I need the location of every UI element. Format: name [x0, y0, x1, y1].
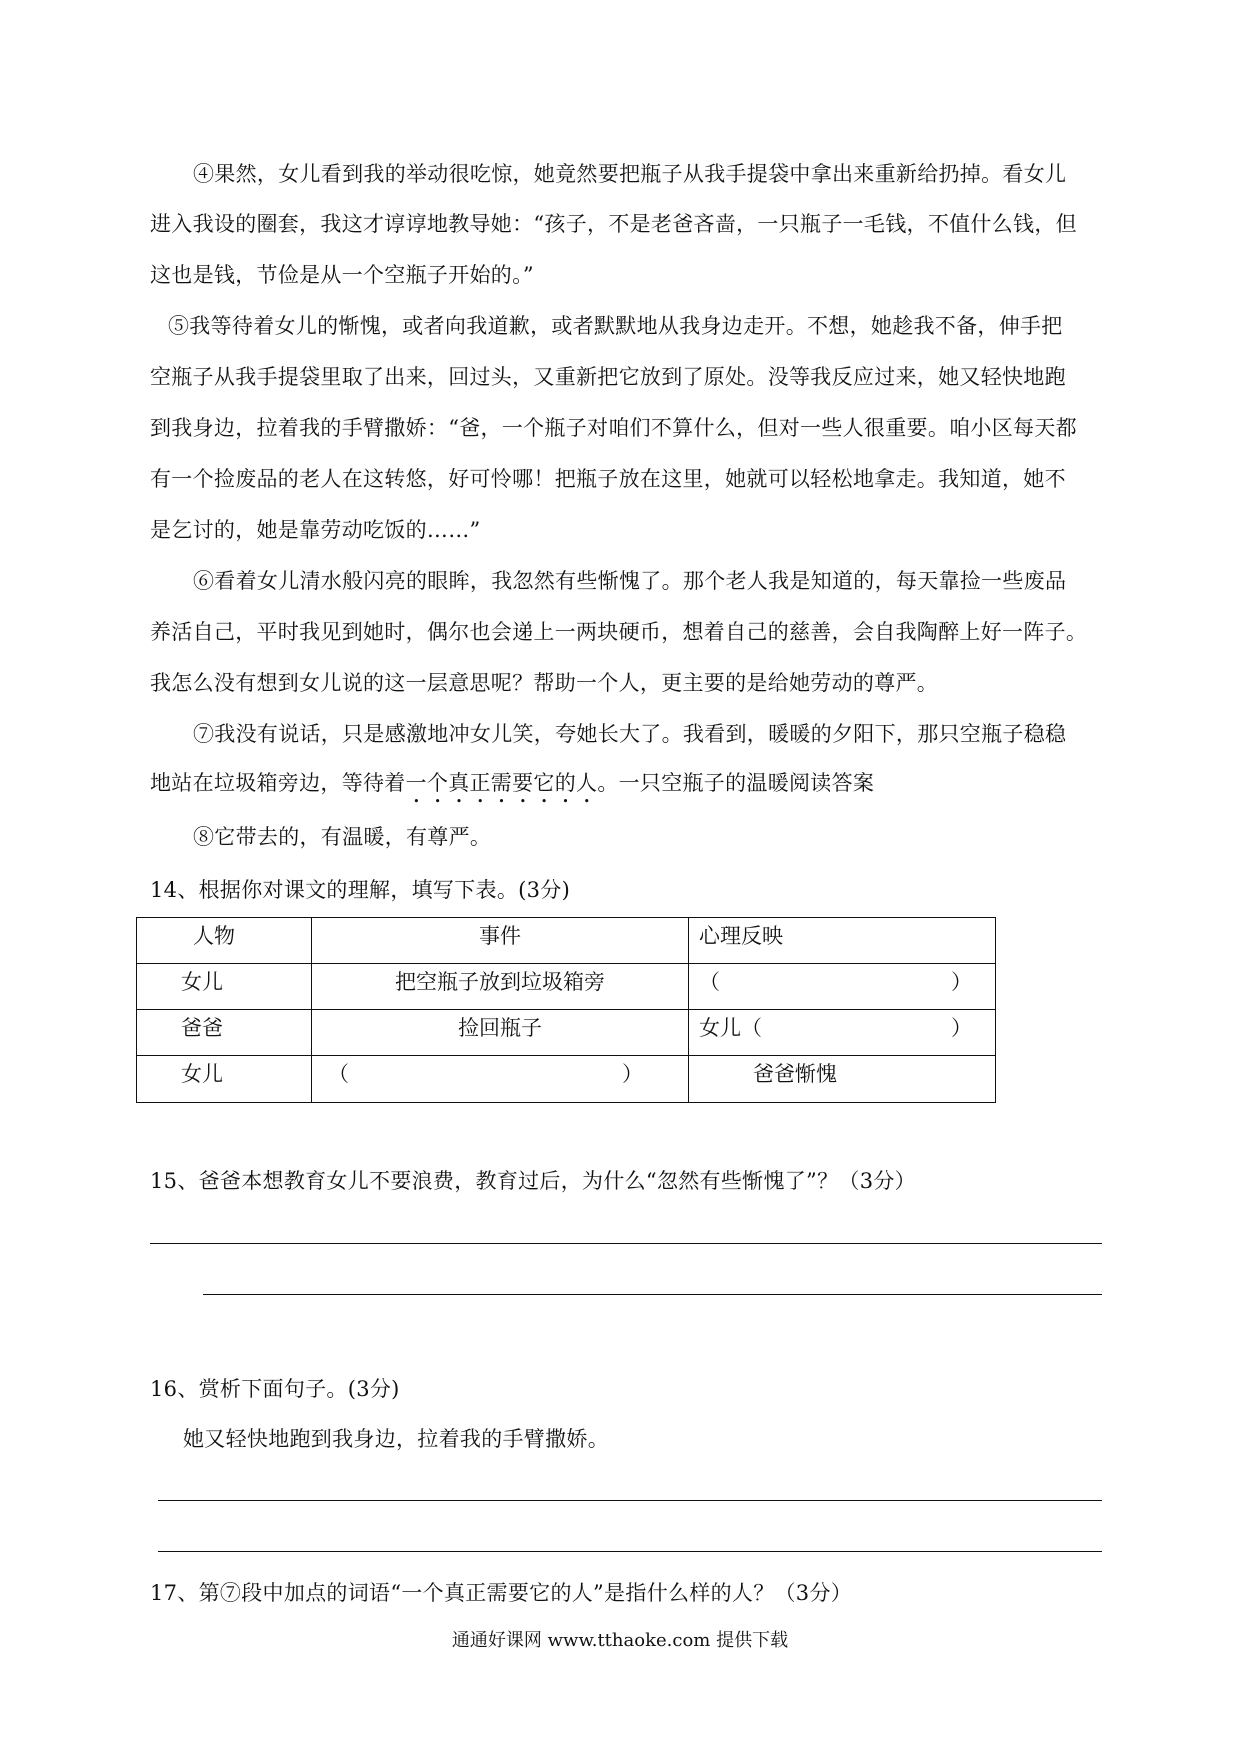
- paragraph-4-line-1: ④果然，女儿看到我的举动很吃惊，她竟然要把瓶子从我手提袋中拿出来重新给扔掉。看女儿: [193, 162, 1067, 186]
- answer-line-q16-1[interactable]: [158, 1500, 1102, 1501]
- header-event: 事件: [312, 918, 689, 964]
- paragraph-6-line-3: 我怎么没有想到女儿说的这一层意思呢？帮助一个人，更主要的是给她劳动的尊严。: [150, 671, 939, 695]
- header-reaction: 心理反映: [689, 918, 996, 964]
- table-cell-person: 爸爸: [137, 1010, 312, 1056]
- table-cell-person: 女儿: [137, 1056, 312, 1103]
- paragraph-5-line-4: 有一个捡废品的老人在这转悠，好可怜哪！把瓶子放在这里，她就可以轻松地拿走。我知道，她不: [150, 467, 1066, 491]
- answer-table: [136, 917, 996, 1103]
- header-person: 人物: [137, 918, 312, 964]
- paragraph-5-line-3: 到我身边，拉着我的手臂撒娇：“爸，一个瓶子对咱们不算什么，但对一些人很重要。咱小区每天都: [150, 416, 1077, 440]
- question-14: 14、根据你对课文的理解，填写下表。(3分): [150, 878, 571, 902]
- paragraph-7-line-2: [150, 771, 874, 808]
- table-cell-event: 捡回瓶子: [312, 1010, 689, 1056]
- table-cell-reaction-blank[interactable]: （ ）: [689, 964, 996, 1010]
- table-cell-reaction: 爸爸惭愧: [689, 1056, 996, 1103]
- paragraph-4-line-3: 这也是钱，节俭是从一个空瓶子开始的。”: [150, 263, 534, 287]
- dotted-phrase: 一个真正需要它的人: [405, 771, 598, 795]
- table-cell-event: 把空瓶子放到垃圾箱旁: [312, 964, 689, 1010]
- table-cell-person: 女儿: [137, 964, 312, 1010]
- paragraph-5-line-5: 是乞讨的，她是靠劳动吃饭的……”: [150, 518, 481, 542]
- paragraph-5-line-1: ⑤我等待着女儿的惭愧，或者向我道歉，或者默默地从我身边走开。不想，她趁我不备，伸手把: [168, 314, 1063, 338]
- table-cell-reaction-blank[interactable]: 女儿（ ）: [689, 1010, 996, 1056]
- paragraph-7-text-a: 地站在垃圾箱旁边，等待着: [150, 771, 406, 795]
- question-16-sentence: 她又轻快地跑到我身边，拉着我的手臂撒娇。: [183, 1427, 609, 1451]
- table-cell-event-blank[interactable]: （ ）: [312, 1056, 689, 1103]
- answer-line-q16-2[interactable]: [158, 1551, 1102, 1552]
- question-15: 15、爸爸本想教育女儿不要浪费，教育过后，为什么“忽然有些惭愧了”？（3分）: [150, 1169, 916, 1193]
- paragraph-4-line-2: 进入我设的圈套，我这才谆谆地教导她：“孩子，不是老爸吝啬，一只瓶子一毛钱，不值什么钱，但: [150, 212, 1077, 236]
- answer-line-q15-2[interactable]: [203, 1294, 1102, 1295]
- paragraph-7-text-b: 。一只空瓶子的温暖阅读答案: [597, 771, 875, 795]
- paragraph-6-line-1: ⑥看着女儿清水般闪亮的眼眸，我忽然有些惭愧了。那个老人我是知道的，每天靠捡一些废品: [193, 569, 1067, 593]
- paragraph-5-line-2: 空瓶子从我手提袋里取了出来，回过头，又重新把它放到了原处。没等我反应过来，她又轻快地跑: [150, 365, 1066, 389]
- question-17: 17、第⑦段中加点的词语“一个真正需要它的人”是指什么样的人？（3分）: [150, 1581, 853, 1605]
- answer-line-q15-1[interactable]: [150, 1243, 1102, 1244]
- paragraph-6-line-2: 养活自己，平时我见到她时，偶尔也会递上一两块硬币，想着自己的慈善，会自我陶醉上好一阵子。: [150, 620, 1088, 644]
- paragraph-7-line-1: ⑦我没有说话，只是感激地冲女儿笑，夸她长大了。我看到，暖暖的夕阳下，那只空瓶子稳稳: [193, 722, 1067, 746]
- question-16: 16、赏析下面句子。(3分): [150, 1377, 400, 1401]
- page-footer: 通通好课网 www.tthaoke.com 提供下载: [451, 1630, 789, 1651]
- paragraph-8: ⑧它带去的，有温暖，有尊严。: [193, 825, 492, 849]
